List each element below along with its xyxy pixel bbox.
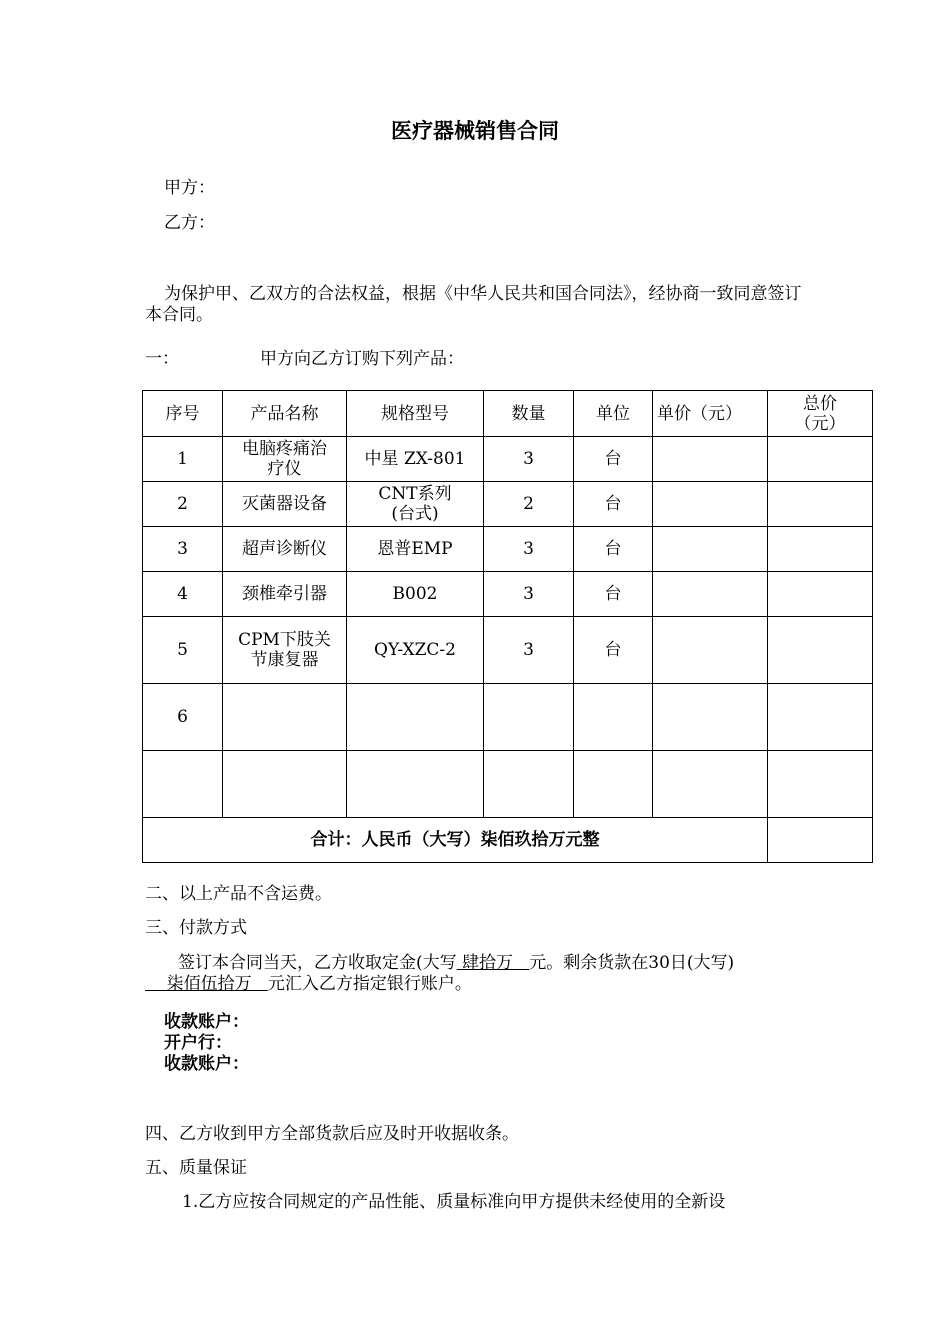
table-cell xyxy=(653,617,768,684)
table-cell xyxy=(768,437,873,482)
section-5-heading: 五、质量保证 xyxy=(145,1158,247,1178)
table-cell: 颈椎牵引器 xyxy=(223,572,347,617)
table-row xyxy=(143,482,873,527)
total-label: 合计：人民币（大写）柒佰玖拾万元整 xyxy=(143,818,768,863)
table-row xyxy=(143,684,873,751)
section-1-text: 甲方向乙方订购下列产品： xyxy=(260,349,464,369)
header-cell: 总价（元） xyxy=(768,391,873,437)
table-cell xyxy=(347,751,484,818)
table-cell: 3 xyxy=(484,617,574,684)
table-cell xyxy=(484,684,574,751)
table-cell: 台 xyxy=(574,617,653,684)
payment-text-2: 元。剩余货款在30日(大写) xyxy=(529,953,735,973)
section-4: 四、乙方收到甲方全部货款后应及时开收据收条。 xyxy=(145,1124,519,1144)
table-cell: 2 xyxy=(484,482,574,527)
table-cell xyxy=(143,751,223,818)
table-header-row xyxy=(143,391,873,437)
table-cell: 台 xyxy=(574,527,653,572)
table-cell: CPM下肢关节康复器 xyxy=(223,617,347,684)
table-cell xyxy=(768,482,873,527)
table-cell: B002 xyxy=(347,572,484,617)
table-cell: 台 xyxy=(574,482,653,527)
header-cell: 单价（元） xyxy=(653,391,768,437)
table-cell xyxy=(653,684,768,751)
table-cell xyxy=(768,527,873,572)
table-cell: 6 xyxy=(143,684,223,751)
table-cell: 电脑疼痛治疗仪 xyxy=(223,437,347,482)
table-cell: 4 xyxy=(143,572,223,617)
table-row xyxy=(143,437,873,482)
balance-amount: 柒佰伍拾万 xyxy=(145,974,268,994)
header-cell: 规格型号 xyxy=(347,391,484,437)
section-5-item-1: 1.乙方应按合同规定的产品性能、质量标准向甲方提供未经使用的全新设 xyxy=(182,1192,726,1212)
payment-text-3: 元汇入乙方指定银行账户。 xyxy=(267,974,472,994)
table-cell xyxy=(768,617,873,684)
table-cell xyxy=(223,751,347,818)
section-1-number: 一： xyxy=(145,349,179,369)
table-cell xyxy=(768,572,873,617)
table-cell: 3 xyxy=(484,527,574,572)
bank-account-label-2: 收款账户： xyxy=(164,1054,249,1074)
table-row xyxy=(143,527,873,572)
section-2: 二、以上产品不含运费。 xyxy=(145,884,332,904)
table-cell xyxy=(768,751,873,818)
header-cell: 产品名称 xyxy=(223,391,347,437)
table-cell: 1 xyxy=(143,437,223,482)
table-row xyxy=(143,751,873,818)
table-cell xyxy=(653,437,768,482)
table-cell: CNT系列(台式) xyxy=(347,482,484,527)
table-cell: 3 xyxy=(143,527,223,572)
table-cell xyxy=(768,684,873,751)
table-cell: 5 xyxy=(143,617,223,684)
table-cell xyxy=(347,684,484,751)
table-row xyxy=(143,617,873,684)
table-cell: 超声诊断仪 xyxy=(223,527,347,572)
table-cell: 灭菌器设备 xyxy=(223,482,347,527)
table-cell xyxy=(574,751,653,818)
section-3-heading: 三、付款方式 xyxy=(145,918,247,938)
table-cell xyxy=(653,572,768,617)
table-cell xyxy=(223,684,347,751)
table-cell: 3 xyxy=(484,572,574,617)
table-cell xyxy=(653,482,768,527)
table-cell xyxy=(653,751,768,818)
header-cell: 序号 xyxy=(143,391,223,437)
bank-name-label: 开户行： xyxy=(164,1033,232,1053)
bank-account-label: 收款账户： xyxy=(164,1012,249,1032)
table-row xyxy=(143,572,873,617)
intro-paragraph: 为保护甲、乙双方的合法权益，根据《中华人民共和国合同法》，经协商一致同意签订本合同。 xyxy=(145,284,802,325)
payment-text-1: 签订本合同当天，乙方收取定金(大写 xyxy=(178,953,457,973)
table-cell: 台 xyxy=(574,437,653,482)
party-b-label: 乙方： xyxy=(164,213,215,233)
table-cell: 3 xyxy=(484,437,574,482)
table-cell: QY-XZC-2 xyxy=(347,617,484,684)
page-title: 医疗器械销售合同 xyxy=(391,119,559,143)
table-cell: 恩普EMP xyxy=(347,527,484,572)
table-total-row xyxy=(143,818,873,863)
table-cell xyxy=(484,751,574,818)
payment-paragraph xyxy=(145,953,815,995)
product-table xyxy=(142,390,873,863)
table-cell xyxy=(574,684,653,751)
header-cell: 数量 xyxy=(484,391,574,437)
header-cell: 单位 xyxy=(574,391,653,437)
total-value xyxy=(768,818,873,863)
deposit-amount: 肆拾万 xyxy=(456,953,530,973)
table-cell: 台 xyxy=(574,572,653,617)
table-cell: 2 xyxy=(143,482,223,527)
table-cell xyxy=(653,527,768,572)
party-a-label: 甲方： xyxy=(164,178,215,198)
table-cell: 中星 ZX-801 xyxy=(347,437,484,482)
